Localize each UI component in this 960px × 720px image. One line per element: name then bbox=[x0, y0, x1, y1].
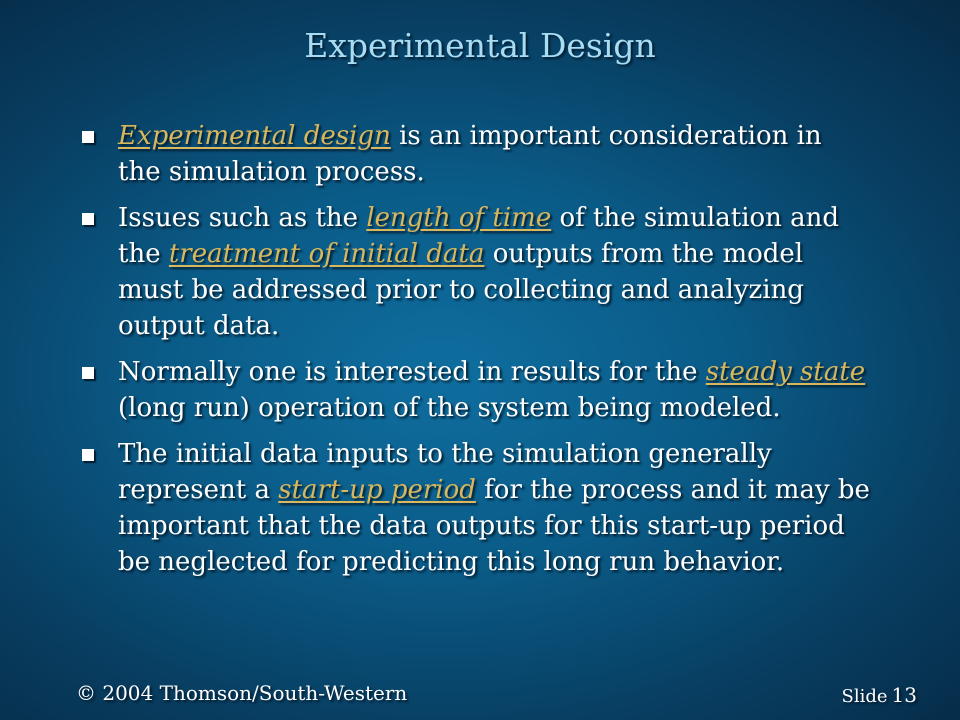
slide-title: Experimental Design bbox=[304, 26, 656, 65]
emphasis-term: length of time bbox=[366, 203, 552, 233]
slide-number: 13 bbox=[891, 683, 917, 707]
bullet-text: (long run) operation of the system being modeled. bbox=[118, 393, 781, 423]
bullet-item bbox=[80, 200, 870, 344]
bullet-text: for the process and it may be important that the data outputs for this start-up period be neglected for predicting this long run behavior. bbox=[118, 475, 870, 577]
emphasis-term: start-up period bbox=[278, 475, 476, 505]
bullet-item bbox=[80, 354, 870, 426]
bullet-text: The initial data inputs to the simulation generally represent a bbox=[118, 439, 772, 505]
square-bullet-icon bbox=[82, 131, 94, 143]
bullet-item bbox=[80, 118, 870, 190]
bullet-list bbox=[80, 118, 870, 590]
bullet-item bbox=[80, 436, 870, 580]
copyright-notice: © 2004 Thomson/South-Western bbox=[76, 681, 408, 705]
square-bullet-icon bbox=[82, 449, 94, 461]
slide-label: Slide bbox=[841, 686, 888, 707]
emphasis-term: Experimental design bbox=[118, 121, 391, 151]
bullet-text: Normally one is interested in results for the bbox=[118, 357, 706, 387]
bullet-text: outputs from the model must be addressed prior to collecting and analyzing output data. bbox=[118, 239, 804, 341]
square-bullet-icon bbox=[82, 367, 94, 379]
bullet-text: is an important consideration in the simulation process. bbox=[118, 121, 822, 187]
emphasis-term: steady state bbox=[705, 357, 866, 387]
slide-number-indicator bbox=[842, 683, 917, 707]
emphasis-term: treatment of initial data bbox=[168, 239, 485, 269]
square-bullet-icon bbox=[82, 213, 94, 225]
bullet-text: Issues such as the bbox=[118, 203, 367, 233]
bullet-text: of the simulation and the bbox=[118, 203, 840, 269]
